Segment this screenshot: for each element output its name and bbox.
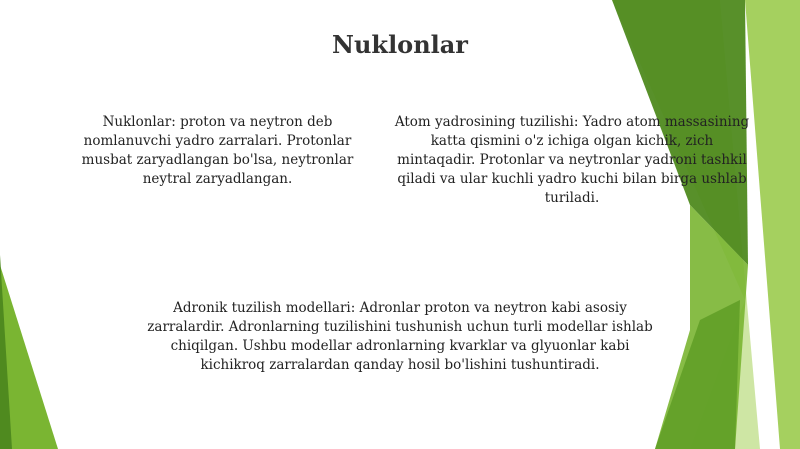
slide-title: Nuklonlar xyxy=(332,30,468,59)
nuklonlar-text: Nuklonlar: proton va neytron deb nomlanuvchi yadro zarralari. Protonlar musbat zaryadlangan bo'lsa, neytronlar neytral zaryadlangan. xyxy=(81,114,354,187)
atom-nucleus-text: Atom yadrosining tuzilishi: Yadro atom massasining katta qismini o'z ichiga olgan kichik, zich mintaqadir. Protonlar va neytronlar yadroni tashkil qiladi va ular kuchli yadro kuchi bilan birga ushlab turiladi. xyxy=(394,114,750,206)
hadron-models-text: Adronik tuzilish modellari: Adronlar proton va neytron kabi asosiy zarralardir. Adronlarning tuzilishini tushunish uchun turli modellar ishlab chiqilgan. Ushbu modellar adronlarning kvarklar va glyuonlar kabi kichikroq zarralardan qanday hosil bo'lishini tushuntiradi. xyxy=(147,300,653,373)
